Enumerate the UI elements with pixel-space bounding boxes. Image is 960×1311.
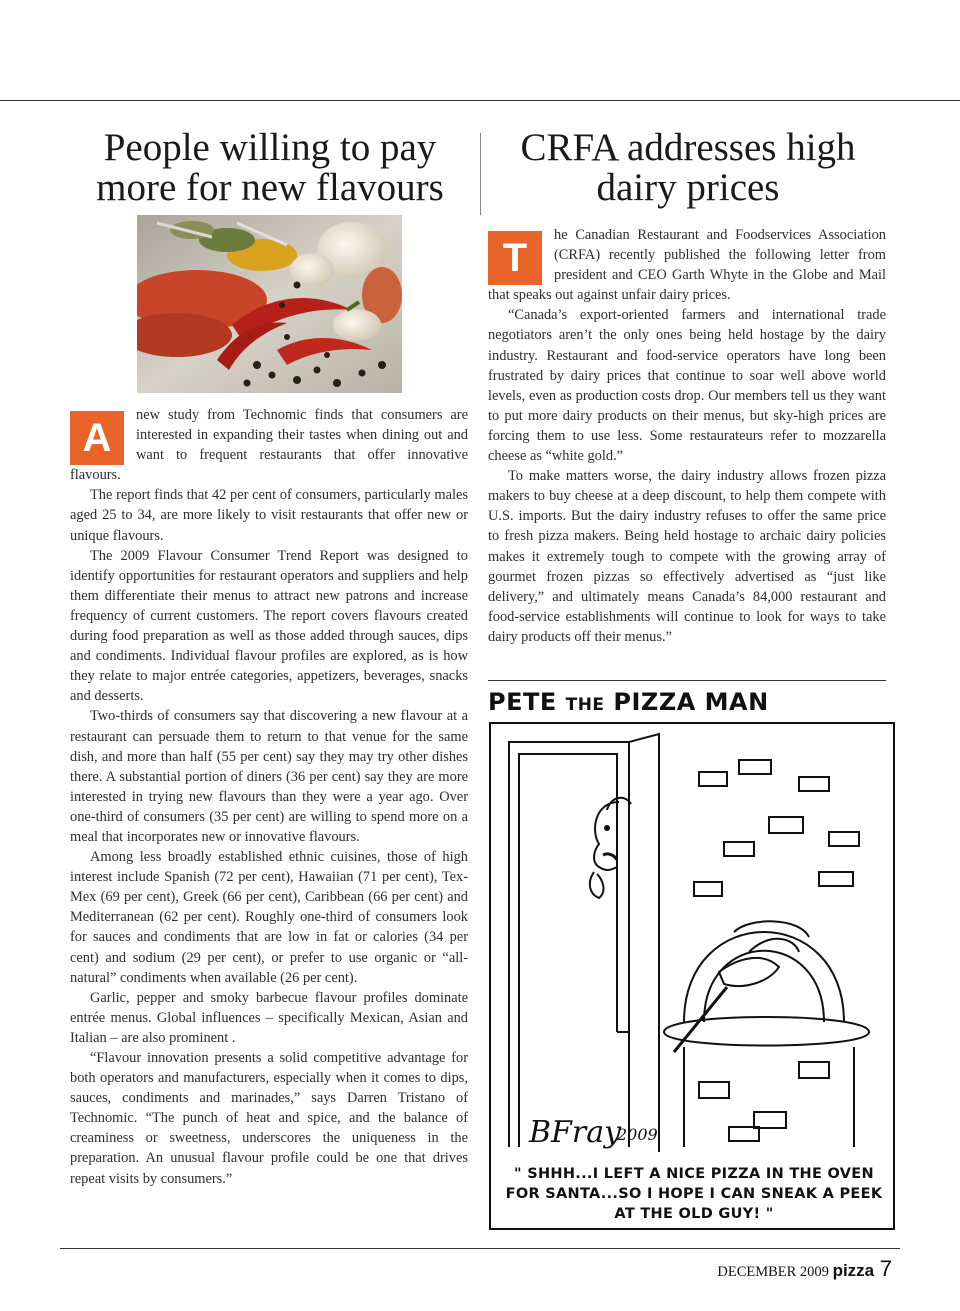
paragraph: Garlic, pepper and smoky barbecue flavour profiles dominate entrée menus. Global influences – specifically Mexican, Asian and Italian – are also prominent . <box>70 989 468 1046</box>
cartoon-caption: " SHHH...I LEFT A NICE PIZZA IN THE OVEN FOR SANTA...SO I HOPE I CAN SNEAK A PEEK AT THE OLD GUY! " <box>505 1166 883 1222</box>
left-article-body <box>70 405 468 1189</box>
paragraph: Among less broadly established ethnic cuisines, those of high interest include Spanish (72 per cent), Hawaiian (71 per cent), Tex-Mex (69 per cent), Greek (66 per cent), Caribbean (66 per cent) and Mediterranean (62 per cent). Roughly one-third of consumers look for sauces and condiments that are low in fat or calories (34 per cent) and sodium (29 per cent), or prefer to use organic or “all-natural” condiments when available (26 per cent). <box>70 849 468 986</box>
paragraph: he Canadian Restaurant and Foodservices Association (CRFA) recently published the following letter from president and CEO Garth Whyte in the Globe and Mail that speaks out against unfair dairy prices. <box>488 227 886 304</box>
right-headline: CRFA addresses high dairy prices <box>520 126 856 209</box>
dropcap-t: T <box>488 231 542 285</box>
folio-brand: pizza <box>832 1261 875 1280</box>
svg-text:2009: 2009 <box>617 1125 658 1144</box>
column-divider <box>480 133 481 215</box>
top-rule <box>0 100 960 101</box>
spices-photo <box>137 215 402 393</box>
left-headline: People willing to pay more for new flavours <box>96 126 444 209</box>
cartoon-drawing <box>499 732 885 1152</box>
page-number: 7 <box>879 1256 892 1281</box>
paragraph: “Canada’s export-oriented farmers and international trade negotiators aren’t the only ones being held hostage by the dairy industry. Restaurant and food-service operators have long been frustrated by dairy prices that continue to soar well above world levels, even as production costs drop. Our members tell us they want to put more dairy products on their menus, but sky-high prices are forcing them to use less. Some restaurateurs refer to mozzarella cheese as “white gold.” <box>488 307 886 465</box>
paragraph: The report finds that 42 per cent of consumers, particularly males aged 25 to 34, are more likely to visit restaurants that offer new or unique flavours. <box>70 487 468 544</box>
folio <box>717 1256 892 1282</box>
cartoon-panel <box>489 722 895 1230</box>
folio-issue: DECEMBER 2009 <box>717 1264 829 1280</box>
bottom-rule <box>60 1248 900 1249</box>
right-article-body <box>488 225 886 647</box>
cartoon-rule <box>488 680 886 681</box>
cartoon-title <box>488 688 769 716</box>
svg-text:BFray: BFray <box>529 1115 622 1150</box>
dropcap-a: A <box>70 411 124 465</box>
paragraph: new study from Technomic finds that consumers are interested in expanding their tastes when dining out and want to frequent restaurants that offer innovative flavours. <box>70 407 468 484</box>
cartoon-title-pete: PETE <box>488 688 557 716</box>
paragraph: “Flavour innovation presents a solid competitive advantage for both operators and manufacturers, especially when it comes to dips, sauces, condiments and marinades,” says Darren Tristano of Technomic. “The punch of heat and spice, and the balance of creaminess or sweetness, underscores the uniqueness in the preparation. An unusual flavour profile could be one that drives repeat visits by consumers.” <box>70 1050 468 1187</box>
cartoon-title-pizza-man: PIZZA MAN <box>613 688 769 716</box>
paragraph: The 2009 Flavour Consumer Trend Report was designed to identify opportunities for restaurant operators and suppliers and help them differentiate their menus to attract new patrons and increase frequency of current customers. The report covers flavours created during food preparation as well as those added through sauces, dips and condiments. Individual flavour profiles are explored, as is how they relate to major entrée categories, appetizers, beverages, snacks and desserts. <box>70 547 468 705</box>
paragraph: Two-thirds of consumers say that discovering a new flavour at a restaurant can persuade them to return to that venue for the same dish, and more than half (55 per cent) say they may try other dishes there. A substantial portion of diners (36 per cent) say they are more interested in trying new flavours than they were a year ago. Over one-third of consumers (35 per cent) are willing to spend more on a meal that incorporates new or innovative flavours. <box>70 708 468 845</box>
cartoon-title-the: THE <box>565 695 605 715</box>
paragraph: To make matters worse, the dairy industry allows frozen pizza makers to buy cheese at a deep discount, to help them compete with U.S. imports. But the dairy industry refuses to offer the same price to fresh pizza makers. Being held hostage to archaic dairy policies makes it extremely tough to compete with the growing array of gourmet frozen pizzas so effectively advertised as “just like delivery,” and ultimately means Canada’s 84,000 restaurant and food-service establishments will continue to look for ways to take dairy products off their menus.” <box>488 468 886 645</box>
